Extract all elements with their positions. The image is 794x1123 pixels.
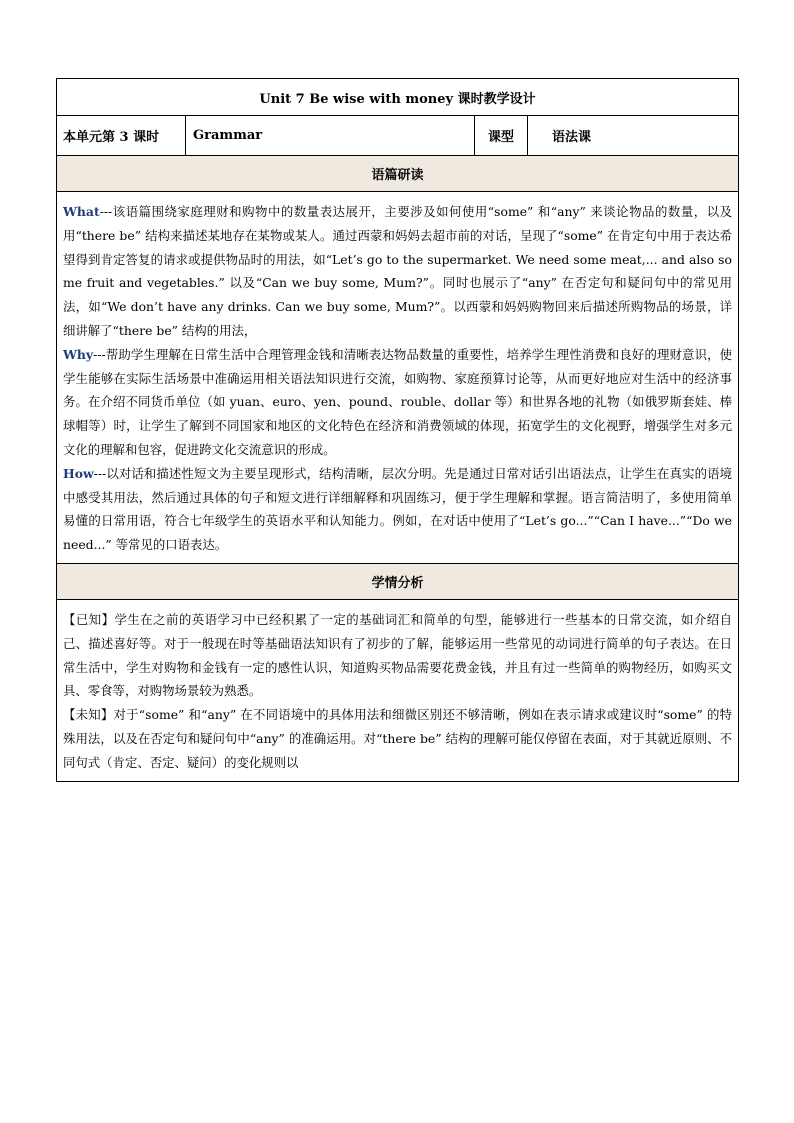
why-paragraph: [63, 343, 732, 462]
lesson-value: Grammar: [186, 116, 475, 156]
document-title: Unit 7 Be wise with money 课时教学设计: [57, 79, 739, 116]
unknown-text: 对于“some” 和“any” 在不同语境中的具体用法和细微区别还不够清晰，例如在表示请求或建议时“some” 的特殊用法，以及在否定句和疑问句中“any” 的准确运用。对“there be” 结构的理解可能仅停留在表面，对于其就近原则、不同句式（肯定、否定、疑问）的变化规则以: [63, 707, 733, 770]
what-keyword: What: [63, 204, 100, 219]
why-keyword: Why: [63, 346, 94, 362]
text-analysis-heading: 语篇研读: [57, 156, 739, 192]
lesson-design-table: [56, 78, 739, 782]
lesson-label: 本单元第 3 课时: [57, 116, 186, 156]
known-tag: 【已知】: [63, 611, 115, 627]
learner-analysis-content-row: [57, 599, 739, 781]
learner-analysis-content: [57, 599, 739, 781]
what-text: ---该语篇围绕家庭理财和购物中的数量表达展开，主要涉及如何使用“some” 和“any” 来谈论物品的数量，以及用“there be” 结构来描述某地存在某物或某人。通过西蒙和妈妈去超市前的对话，呈现了“some” 在肯定句中用于表达希望得到肯定答复的请求或提供物品时的用法，如“Let’s go to the supermarket. We need some meat,... and also some fruit and vegetables.” 以及“Can we buy some, Mum?”。同时也展示了“any” 在否定句和疑问句中的常见用法，如“We don’t have any drinks. Can we buy some, Mum?”。以西蒙和妈妈购物回来后描述所购物品的场景，详细讲解了“there be” 结构的用法，: [63, 204, 733, 338]
how-text: ---以对话和描述性短文为主要呈现形式，结构清晰，层次分明。先是通过日常对话引出语法点，让学生在真实的语境中感受其用法，然后通过具体的句子和短文进行详细解释和巩固练习，便于学生理解和掌握。语言简洁明了，多使用简单易懂的日常用语，符合七年级学生的英语水平和认知能力。例如，在对话中使用了“Let’s go...”“Can I have...”“Do we need...” 等常见的口语表达。: [63, 465, 733, 553]
text-analysis-content: [57, 192, 739, 564]
title-row: [57, 79, 739, 116]
text-analysis-content-row: [57, 192, 739, 564]
type-label: 课型: [475, 116, 528, 156]
type-value: 语法课: [528, 116, 739, 156]
why-text: ---帮助学生理解在日常生活中合理管理金钱和清晰表达物品数量的重要性，培养学生理性消费和良好的理财意识，使学生能够在实际生活场景中准确运用相关语法知识进行交流，如购物、家庭预算讨论等，从而更好地应对生活中的经济事务。在介绍不同货币单位（如 yuan、euro、yen、pound、rouble、dollar 等）和世界各地的礼物（如俄罗斯套娃、棒球帽等）时，让学生了解到不同国家和地区的文化特色在经济和消费领域的体现，拓宽学生的文化视野，增强学生对多元文化的理解和包容，促进跨文化交流意识的形成。: [63, 346, 733, 457]
known-text: 学生在之前的英语学习中已经积累了一定的基础词汇和简单的句型，能够进行一些基本的日常交流，如介绍自己、描述喜好等。对于一般现在时等基础语法知识有了初步的了解，能够运用一些常见的动词进行简单的句子表达。在日常生活中，学生对购物和金钱有一定的感性认识，知道购买物品需要花费金钱，并且有过一些简单的购物经历，如购买文具、零食等，对购物场景较为熟悉。: [63, 611, 733, 699]
learner-analysis-heading-row: [57, 563, 739, 599]
how-paragraph: [63, 462, 732, 557]
unknown-paragraph: [63, 703, 732, 774]
how-keyword: How: [63, 465, 94, 481]
learner-analysis-heading: 学情分析: [57, 563, 739, 599]
text-analysis-heading-row: [57, 156, 739, 192]
what-paragraph: [63, 200, 732, 343]
unknown-tag: 【未知】: [63, 707, 114, 723]
meta-row: [57, 116, 739, 156]
known-paragraph: [63, 608, 732, 703]
